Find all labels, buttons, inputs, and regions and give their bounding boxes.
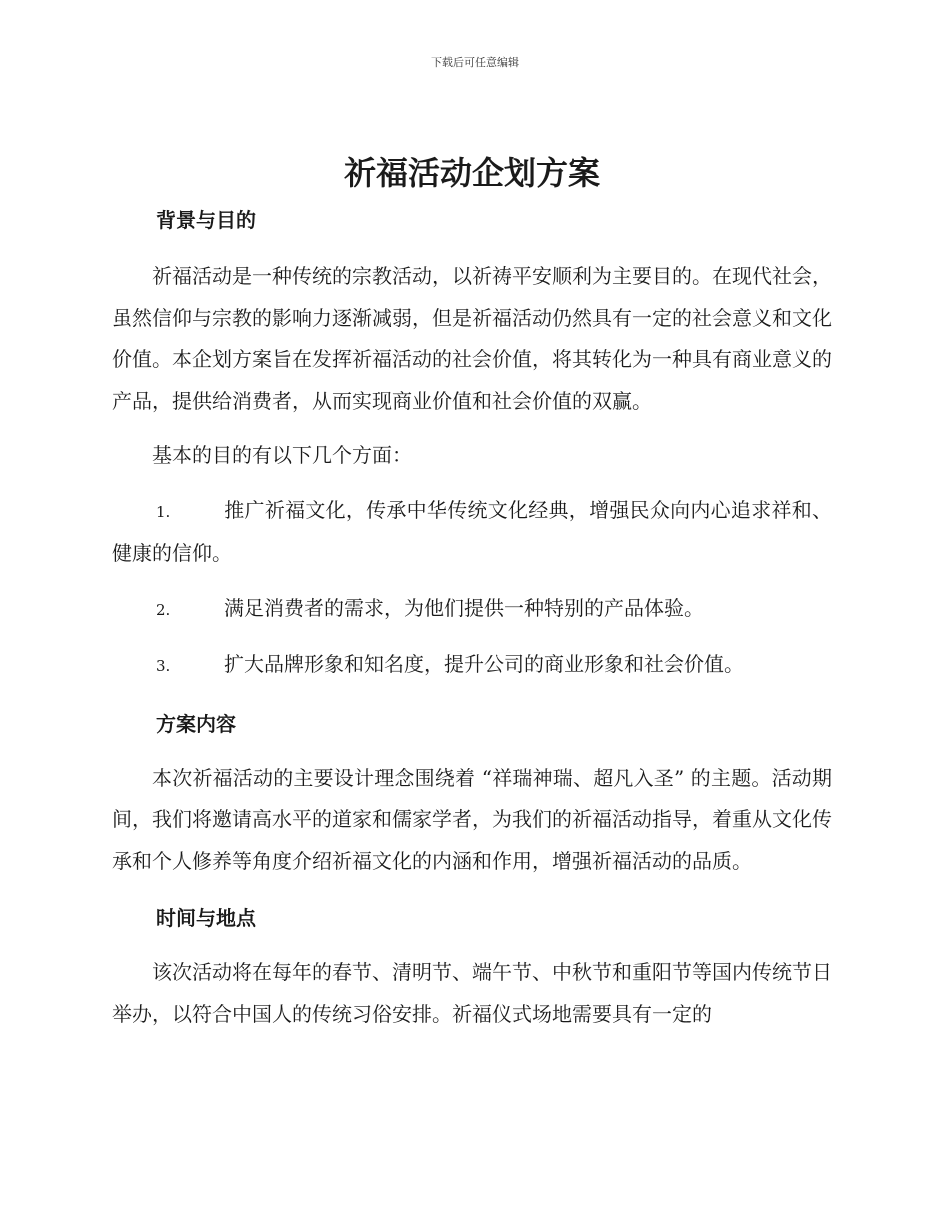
list-item bbox=[112, 588, 832, 632]
list-number: 1. bbox=[156, 502, 171, 521]
paragraph-goals-intro: 基本的目的有以下几个方面： bbox=[152, 443, 412, 467]
section-heading-background: 背景与目的 bbox=[156, 208, 256, 232]
paragraph-plan: 本次祈福活动的主要设计理念围绕着 “祥瑞神瑞、超凡入圣” 的主题。活动期间，我们将邀请高水平的道家和儒家学者，为我们的祈福活动指导，着重从文化传承和个人修养等角度介绍祈福文化的内涵和作用，增强祈福活动的品质。 bbox=[112, 765, 832, 873]
section-heading-time-place: 时间与地点 bbox=[156, 906, 256, 930]
list-text: 推广祈福文化，传承中华传统文化经典，增强民众向内心追求祥和、健康的信仰。 bbox=[112, 497, 832, 565]
document-body bbox=[112, 150, 832, 1035]
list-item bbox=[112, 490, 832, 575]
page-header-note: 下载后可任意编辑 bbox=[431, 56, 519, 69]
section-heading-plan: 方案内容 bbox=[156, 711, 236, 736]
list-item bbox=[112, 644, 832, 688]
list-number: 2. bbox=[156, 600, 171, 619]
list-number: 3. bbox=[156, 657, 171, 675]
list-text: 扩大品牌形象和知名度，提升公司的商业形象和社会价值。 bbox=[224, 652, 744, 676]
paragraph-background: 祈福活动是一种传统的宗教活动，以祈祷平安顺利为主要目的。在现代社会，虽然信仰与宗教的影响力逐渐减弱，但是祈福活动仍然具有一定的社会意义和文化价值。本企划方案旨在发挥祈福活动的社会价值，将其转化为一种具有商业意义的产品，提供给消费者，从而实现商业价值和社会价值的双赢。 bbox=[112, 264, 832, 413]
document-title: 祈福活动企划方案 bbox=[343, 154, 600, 192]
paragraph-time-place: 该次活动将在每年的春节、清明节、端午节、中秋节和重阳节等国内传统节日举办，以符合中国人的传统习俗安排。祈福仪式场地需要具有一定的 bbox=[112, 960, 832, 1026]
list-text: 满足消费者的需求，为他们提供一种特别的产品体验。 bbox=[224, 595, 704, 620]
